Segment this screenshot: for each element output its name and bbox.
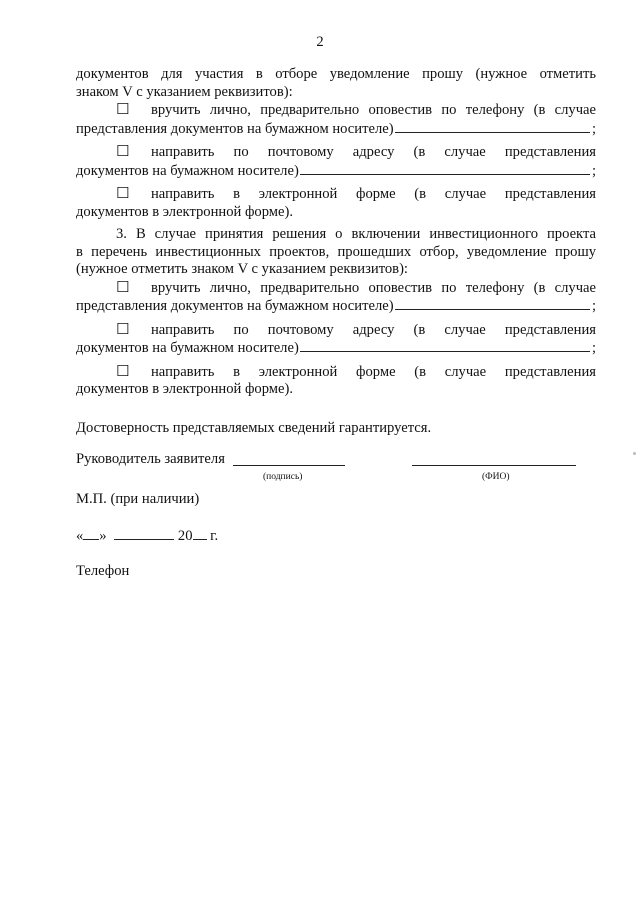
guarantee-statement: Достоверность представляемых сведений гарантируется.	[76, 419, 432, 436]
date-close-quote: »	[99, 527, 107, 544]
signature-label: Руководитель заявителя	[76, 451, 225, 467]
semicolon: ;	[591, 120, 596, 137]
year-prefix: 20	[177, 527, 193, 544]
day-blank-line[interactable]	[83, 527, 99, 540]
year-blank-line[interactable]	[193, 527, 207, 540]
checkbox-icon[interactable]: ☐	[116, 361, 130, 380]
date-row	[76, 527, 596, 546]
full-name-caption: (ФИО)	[482, 472, 510, 482]
page-number: 2	[316, 34, 324, 50]
option-postal-1	[76, 143, 596, 180]
details-blank-line[interactable]	[395, 120, 590, 133]
year-suffix: г.	[210, 527, 219, 544]
signature-blank-line[interactable]	[233, 465, 345, 466]
paragraph-3-line-1: 3. В случае принятия решения о включении инвестиционного проекта	[116, 226, 596, 242]
details-blank-line[interactable]	[395, 297, 590, 310]
option-text-line-1: направить по почтовому адресу (в случае представления	[151, 144, 596, 160]
option-electronic-1	[76, 185, 596, 221]
paragraph-3	[76, 226, 596, 279]
details-blank-line[interactable]	[300, 162, 590, 175]
date-open-quote: «	[76, 527, 84, 544]
checkbox-icon[interactable]: ☐	[116, 142, 130, 160]
paragraph-3-line-2: в перечень инвестиционных проектов, прошедших отбор, уведомление прошу	[76, 243, 596, 260]
signature-row	[76, 451, 596, 482]
option-text-line-1: вручить лично, предварительно оповестив по телефону (в случае	[151, 279, 596, 296]
document-body	[76, 66, 596, 581]
option-text-line-2: документов на бумажном носителе)	[76, 340, 299, 356]
checkbox-icon[interactable]: ☐	[116, 277, 130, 296]
option-text-line-2: документов в электронной форме).	[76, 203, 294, 220]
checkbox-icon[interactable]: ☐	[116, 319, 130, 338]
semicolon: ;	[591, 340, 596, 356]
intro-line-2: знаком V с указанием реквизитов):	[76, 83, 293, 100]
paragraph-3-line-3: (нужное отметить знаком V с указанием реквизитов):	[76, 261, 408, 277]
option-text-line-1: вручить лично, предварительно оповестив по телефону (в случае	[151, 102, 596, 118]
option-hand-delivery-1	[76, 101, 596, 138]
signature-caption: (подпись)	[263, 472, 303, 482]
stamp-note: М.П. (при наличии)	[76, 491, 200, 507]
checkbox-icon[interactable]: ☐	[116, 100, 130, 118]
option-text-line-2: представления документов на бумажном носителе)	[76, 298, 394, 314]
option-text-line-2: документов на бумажном носителе)	[76, 162, 299, 179]
checkbox-icon[interactable]: ☐	[116, 184, 130, 202]
option-text-line-2: документов в электронной форме).	[76, 381, 294, 397]
semicolon: ;	[591, 162, 596, 179]
intro-line-1: документов для участия в отборе уведомление прошу (нужное отметить	[76, 66, 596, 82]
option-hand-delivery-2	[76, 279, 596, 316]
scan-speck	[633, 452, 636, 455]
option-postal-2	[76, 321, 596, 358]
semicolon: ;	[591, 298, 596, 314]
option-text-line-1: направить по почтовому адресу (в случае представления	[151, 321, 596, 338]
option-text-line-1: направить в электронной форме (в случае представления	[151, 363, 596, 380]
option-text-line-2: представления документов на бумажном носителе)	[76, 120, 394, 137]
option-electronic-2	[76, 363, 596, 399]
option-text-line-1: направить в электронной форме (в случае представления	[151, 186, 596, 202]
month-blank-line[interactable]	[114, 527, 174, 540]
phone-label: Телефон	[76, 563, 130, 579]
details-blank-line[interactable]	[300, 339, 590, 352]
full-name-blank-line[interactable]	[412, 465, 576, 466]
